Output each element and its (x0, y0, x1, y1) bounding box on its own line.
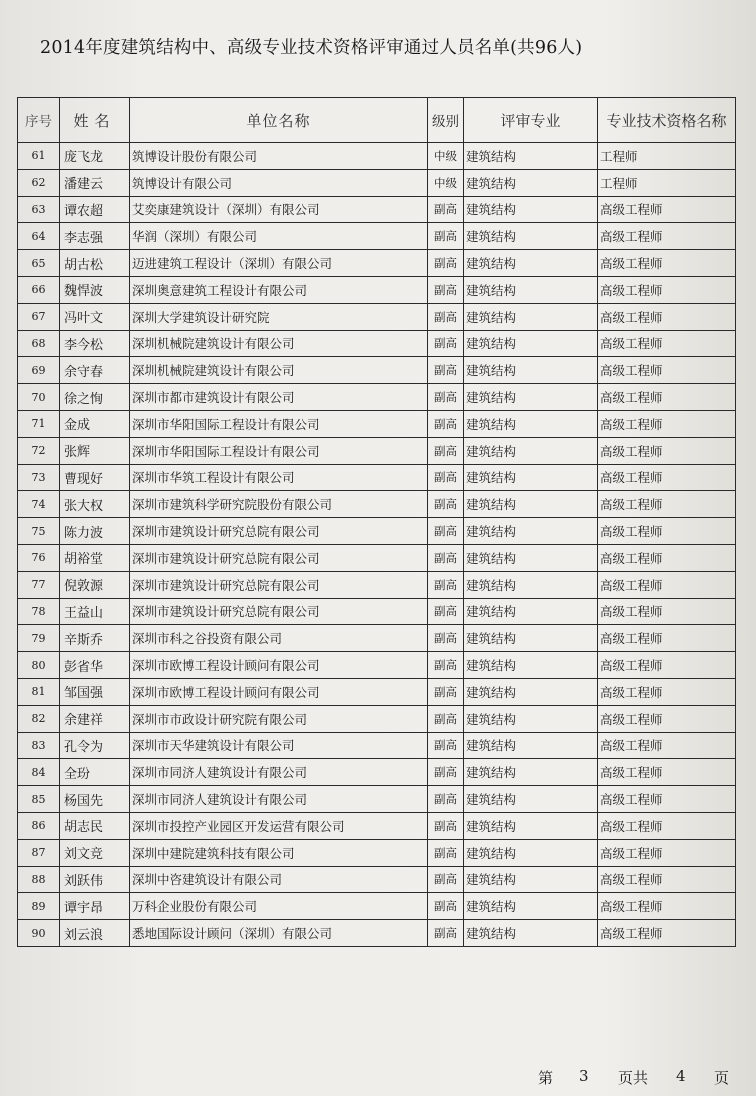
cell-unit: 悉地国际设计顾问（深圳）有限公司 (130, 920, 428, 947)
cell-qualification: 高级工程师 (598, 250, 736, 277)
cell-qualification: 高级工程师 (598, 598, 736, 625)
table-row (18, 544, 736, 571)
cell-specialty: 建筑结构 (464, 652, 598, 679)
cell-unit: 深圳市同济人建筑设计有限公司 (130, 786, 428, 813)
cell-level: 副高 (428, 786, 464, 813)
footer-suffix: 页 (714, 1069, 730, 1087)
header-unit: 单位名称 (130, 98, 428, 143)
cell-level: 副高 (428, 357, 464, 384)
cell-seq: 65 (18, 250, 60, 277)
cell-name: 胡古松 (60, 250, 130, 277)
cell-specialty: 建筑结构 (464, 410, 598, 437)
cell-name: 冯叶文 (60, 303, 130, 330)
cell-unit: 深圳市投控产业园区开发运营有限公司 (130, 812, 428, 839)
cell-qualification: 高级工程师 (598, 732, 736, 759)
cell-specialty: 建筑结构 (464, 866, 598, 893)
cell-seq: 85 (18, 786, 60, 813)
cell-level: 副高 (428, 812, 464, 839)
cell-seq: 63 (18, 196, 60, 223)
table-header (18, 98, 736, 143)
table-body (18, 143, 736, 947)
cell-name: 陈力波 (60, 518, 130, 545)
cell-unit: 深圳市都市建筑设计有限公司 (130, 384, 428, 411)
cell-level: 副高 (428, 276, 464, 303)
cell-level: 中级 (428, 143, 464, 170)
cell-seq: 86 (18, 812, 60, 839)
cell-qualification: 高级工程师 (598, 518, 736, 545)
cell-level: 副高 (428, 491, 464, 518)
cell-unit: 深圳市欧博工程设计顾问有限公司 (130, 652, 428, 679)
cell-level: 副高 (428, 464, 464, 491)
footer-total-pages: 4 (676, 1067, 686, 1085)
cell-qualification: 工程师 (598, 143, 736, 170)
header-seq: 序号 (18, 98, 60, 143)
cell-unit: 深圳机械院建筑设计有限公司 (130, 357, 428, 384)
table-row (18, 652, 736, 679)
table-row (18, 786, 736, 813)
footer-prefix: 第 (538, 1069, 554, 1087)
cell-specialty: 建筑结构 (464, 169, 598, 196)
cell-unit: 深圳市欧博工程设计顾问有限公司 (130, 678, 428, 705)
cell-level: 副高 (428, 223, 464, 250)
cell-specialty: 建筑结构 (464, 544, 598, 571)
cell-specialty: 建筑结构 (464, 330, 598, 357)
cell-specialty: 建筑结构 (464, 250, 598, 277)
cell-qualification: 高级工程师 (598, 330, 736, 357)
table-row (18, 250, 736, 277)
cell-qualification: 高级工程师 (598, 652, 736, 679)
cell-qualification: 高级工程师 (598, 839, 736, 866)
table-row (18, 920, 736, 947)
cell-qualification: 高级工程师 (598, 571, 736, 598)
cell-unit: 深圳中建院建筑科技有限公司 (130, 839, 428, 866)
cell-level: 副高 (428, 759, 464, 786)
cell-qualification: 高级工程师 (598, 303, 736, 330)
cell-level: 副高 (428, 598, 464, 625)
cell-seq: 89 (18, 893, 60, 920)
table-row (18, 759, 736, 786)
cell-unit: 深圳市建筑设计研究总院有限公司 (130, 518, 428, 545)
cell-specialty: 建筑结构 (464, 464, 598, 491)
table-row (18, 357, 736, 384)
cell-name: 李今松 (60, 330, 130, 357)
cell-specialty: 建筑结构 (464, 598, 598, 625)
cell-level: 副高 (428, 303, 464, 330)
cell-level: 中级 (428, 169, 464, 196)
table-row (18, 705, 736, 732)
cell-level: 副高 (428, 250, 464, 277)
personnel-table (17, 97, 736, 947)
cell-qualification: 高级工程师 (598, 196, 736, 223)
cell-seq: 71 (18, 410, 60, 437)
cell-name: 邹国强 (60, 678, 130, 705)
table-row (18, 839, 736, 866)
cell-level: 副高 (428, 544, 464, 571)
cell-unit: 深圳市市政设计研究院有限公司 (130, 705, 428, 732)
cell-seq: 61 (18, 143, 60, 170)
cell-seq: 79 (18, 625, 60, 652)
document-title: 2014年度建筑结构中、高级专业技术资格评审通过人员名单(共96人) (40, 38, 583, 58)
table-row (18, 410, 736, 437)
cell-name: 余守春 (60, 357, 130, 384)
cell-seq: 64 (18, 223, 60, 250)
table-row (18, 169, 736, 196)
cell-specialty: 建筑结构 (464, 143, 598, 170)
table-row (18, 518, 736, 545)
cell-level: 副高 (428, 705, 464, 732)
cell-qualification: 高级工程师 (598, 920, 736, 947)
table-row (18, 223, 736, 250)
cell-qualification: 高级工程师 (598, 759, 736, 786)
cell-seq: 66 (18, 276, 60, 303)
cell-specialty: 建筑结构 (464, 223, 598, 250)
cell-unit: 华润（深圳）有限公司 (130, 223, 428, 250)
cell-name: 杨国先 (60, 786, 130, 813)
cell-name: 潘建云 (60, 169, 130, 196)
cell-unit: 深圳市同济人建筑设计有限公司 (130, 759, 428, 786)
cell-name: 谭农超 (60, 196, 130, 223)
header-row (18, 98, 736, 143)
cell-seq: 78 (18, 598, 60, 625)
cell-specialty: 建筑结构 (464, 732, 598, 759)
table-row (18, 625, 736, 652)
table-row (18, 143, 736, 170)
cell-unit: 深圳市华阳国际工程设计有限公司 (130, 437, 428, 464)
cell-level: 副高 (428, 732, 464, 759)
cell-level: 副高 (428, 571, 464, 598)
cell-seq: 69 (18, 357, 60, 384)
cell-qualification: 高级工程师 (598, 812, 736, 839)
cell-name: 全玢 (60, 759, 130, 786)
cell-seq: 68 (18, 330, 60, 357)
table-row (18, 384, 736, 411)
cell-specialty: 建筑结构 (464, 437, 598, 464)
cell-seq: 77 (18, 571, 60, 598)
table-row (18, 678, 736, 705)
table-row (18, 812, 736, 839)
cell-specialty: 建筑结构 (464, 893, 598, 920)
cell-seq: 87 (18, 839, 60, 866)
cell-qualification: 高级工程师 (598, 491, 736, 518)
cell-level: 副高 (428, 839, 464, 866)
cell-name: 倪敦源 (60, 571, 130, 598)
cell-level: 副高 (428, 920, 464, 947)
cell-seq: 81 (18, 678, 60, 705)
cell-specialty: 建筑结构 (464, 759, 598, 786)
cell-level: 副高 (428, 625, 464, 652)
cell-seq: 72 (18, 437, 60, 464)
cell-level: 副高 (428, 866, 464, 893)
cell-unit: 迈进建筑工程设计（深圳）有限公司 (130, 250, 428, 277)
table-row (18, 491, 736, 518)
cell-qualification: 高级工程师 (598, 384, 736, 411)
cell-seq: 80 (18, 652, 60, 679)
table-row (18, 303, 736, 330)
cell-qualification: 高级工程师 (598, 866, 736, 893)
table-row (18, 598, 736, 625)
cell-specialty: 建筑结构 (464, 812, 598, 839)
cell-seq: 62 (18, 169, 60, 196)
cell-specialty: 建筑结构 (464, 839, 598, 866)
cell-specialty: 建筑结构 (464, 196, 598, 223)
cell-specialty: 建筑结构 (464, 786, 598, 813)
cell-unit: 深圳市天华建筑设计有限公司 (130, 732, 428, 759)
cell-unit: 深圳大学建筑设计研究院 (130, 303, 428, 330)
cell-name: 余建祥 (60, 705, 130, 732)
table-row (18, 330, 736, 357)
cell-unit: 筑博设计有限公司 (130, 169, 428, 196)
cell-level: 副高 (428, 410, 464, 437)
cell-qualification: 高级工程师 (598, 893, 736, 920)
cell-name: 庞飞龙 (60, 143, 130, 170)
cell-qualification: 高级工程师 (598, 276, 736, 303)
cell-specialty: 建筑结构 (464, 303, 598, 330)
cell-specialty: 建筑结构 (464, 384, 598, 411)
header-name: 姓名 (60, 98, 130, 143)
cell-qualification: 高级工程师 (598, 357, 736, 384)
cell-name: 刘云浪 (60, 920, 130, 947)
header-specialty: 评审专业 (464, 98, 598, 143)
cell-name: 王益山 (60, 598, 130, 625)
cell-qualification: 高级工程师 (598, 705, 736, 732)
cell-unit: 深圳市华阳国际工程设计有限公司 (130, 410, 428, 437)
cell-seq: 88 (18, 866, 60, 893)
cell-name: 徐之恂 (60, 384, 130, 411)
cell-specialty: 建筑结构 (464, 491, 598, 518)
cell-qualification: 高级工程师 (598, 544, 736, 571)
cell-unit: 艾奕康建筑设计（深圳）有限公司 (130, 196, 428, 223)
cell-seq: 90 (18, 920, 60, 947)
cell-seq: 70 (18, 384, 60, 411)
cell-seq: 84 (18, 759, 60, 786)
cell-unit: 深圳市建筑设计研究总院有限公司 (130, 544, 428, 571)
cell-level: 副高 (428, 384, 464, 411)
cell-qualification: 高级工程师 (598, 223, 736, 250)
cell-specialty: 建筑结构 (464, 357, 598, 384)
cell-name: 辛斯乔 (60, 625, 130, 652)
cell-unit: 深圳市华筑工程设计有限公司 (130, 464, 428, 491)
table-row (18, 732, 736, 759)
cell-qualification: 高级工程师 (598, 410, 736, 437)
cell-qualification: 工程师 (598, 169, 736, 196)
cell-specialty: 建筑结构 (464, 705, 598, 732)
cell-name: 刘文竞 (60, 839, 130, 866)
cell-seq: 75 (18, 518, 60, 545)
cell-specialty: 建筑结构 (464, 276, 598, 303)
cell-level: 副高 (428, 893, 464, 920)
cell-name: 魏悍波 (60, 276, 130, 303)
table-row (18, 276, 736, 303)
header-qualification: 专业技术资格名称 (598, 98, 736, 143)
table-row (18, 437, 736, 464)
table-row (18, 893, 736, 920)
cell-name: 曹现好 (60, 464, 130, 491)
cell-qualification: 高级工程师 (598, 464, 736, 491)
cell-specialty: 建筑结构 (464, 920, 598, 947)
cell-seq: 67 (18, 303, 60, 330)
cell-unit: 深圳奥意建筑工程设计有限公司 (130, 276, 428, 303)
cell-seq: 74 (18, 491, 60, 518)
cell-unit: 深圳市科之谷投资有限公司 (130, 625, 428, 652)
cell-qualification: 高级工程师 (598, 437, 736, 464)
cell-name: 张辉 (60, 437, 130, 464)
cell-level: 副高 (428, 437, 464, 464)
cell-name: 谭宇昂 (60, 893, 130, 920)
cell-specialty: 建筑结构 (464, 571, 598, 598)
cell-level: 副高 (428, 652, 464, 679)
cell-seq: 83 (18, 732, 60, 759)
cell-name: 张大权 (60, 491, 130, 518)
cell-unit: 深圳市建筑设计研究总院有限公司 (130, 598, 428, 625)
table-row (18, 196, 736, 223)
cell-unit: 深圳中咨建筑设计有限公司 (130, 866, 428, 893)
table-row (18, 571, 736, 598)
cell-unit: 筑博设计股份有限公司 (130, 143, 428, 170)
cell-name: 金成 (60, 410, 130, 437)
cell-unit: 深圳市建筑设计研究总院有限公司 (130, 571, 428, 598)
cell-level: 副高 (428, 678, 464, 705)
footer-current-page: 3 (579, 1067, 589, 1085)
cell-specialty: 建筑结构 (464, 678, 598, 705)
table-row (18, 866, 736, 893)
cell-qualification: 高级工程师 (598, 678, 736, 705)
cell-name: 孔令为 (60, 732, 130, 759)
cell-qualification: 高级工程师 (598, 625, 736, 652)
cell-level: 副高 (428, 196, 464, 223)
cell-level: 副高 (428, 518, 464, 545)
cell-specialty: 建筑结构 (464, 518, 598, 545)
cell-seq: 73 (18, 464, 60, 491)
cell-name: 刘跃伟 (60, 866, 130, 893)
cell-seq: 76 (18, 544, 60, 571)
cell-unit: 深圳市建筑科学研究院股份有限公司 (130, 491, 428, 518)
header-level: 级别 (428, 98, 464, 143)
cell-level: 副高 (428, 330, 464, 357)
table-row (18, 464, 736, 491)
cell-name: 彭省华 (60, 652, 130, 679)
cell-seq: 82 (18, 705, 60, 732)
footer-middle: 页共 (618, 1069, 649, 1087)
cell-specialty: 建筑结构 (464, 625, 598, 652)
cell-unit: 深圳机械院建筑设计有限公司 (130, 330, 428, 357)
cell-name: 胡裕堂 (60, 544, 130, 571)
cell-name: 胡志民 (60, 812, 130, 839)
cell-unit: 万科企业股份有限公司 (130, 893, 428, 920)
cell-qualification: 高级工程师 (598, 786, 736, 813)
cell-name: 李志强 (60, 223, 130, 250)
